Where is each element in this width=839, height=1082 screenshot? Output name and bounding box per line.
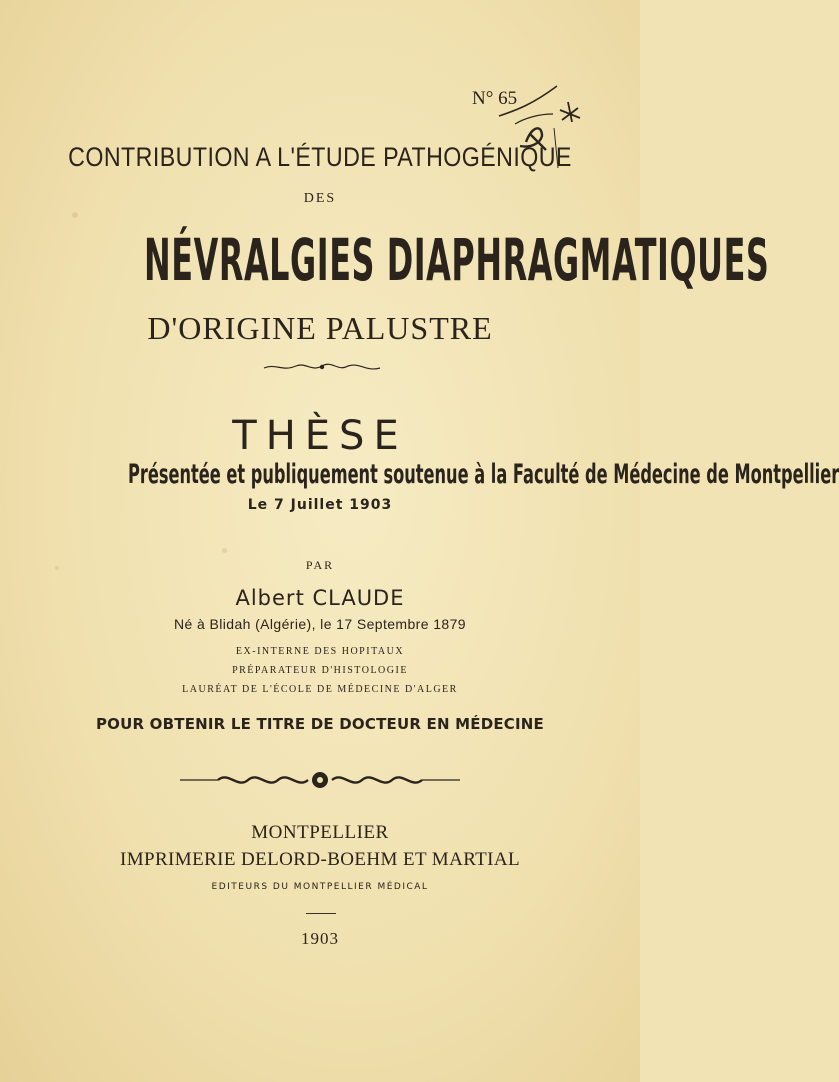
author-title: EX-INTERNE DES HOPITAUX bbox=[235, 646, 405, 657]
des-line: DES bbox=[303, 191, 337, 206]
ornament-band-icon bbox=[178, 769, 462, 791]
ornament-divider-icon bbox=[262, 360, 382, 376]
paper-stain bbox=[222, 548, 227, 553]
printer: IMPRIMERIE DELORD-BOEHM ET MARTIAL bbox=[119, 849, 520, 870]
contribution-line: CONTRIBUTION A L'ÉTUDE PATHOGÉNIQUE bbox=[68, 142, 572, 172]
author-birth: Né à Blidah (Algérie), le 17 Septembre 1879 bbox=[174, 616, 466, 632]
author-title: PRÉPARATEUR D'HISTOLOGIE bbox=[232, 665, 408, 676]
degree-line: POUR OBTENIR LE TITRE DE DOCTEUR EN MÉDECINE bbox=[95, 715, 544, 733]
short-rule bbox=[306, 913, 336, 914]
defense-date: Le 7 Juillet 1903 bbox=[247, 497, 393, 513]
main-title: NÉVRALGIES DIAPHRAGMATIQUES bbox=[144, 226, 770, 294]
these-heading: THÈSE bbox=[232, 413, 408, 459]
paper-stain bbox=[72, 212, 78, 218]
catalog-number-label: N° bbox=[472, 88, 494, 109]
catalog-number-value: 65 bbox=[498, 88, 518, 109]
par-line: PAR bbox=[305, 558, 335, 572]
defense-statement: Présentée et publiquement soutenue à la Faculté de Médecine de Montpellier bbox=[128, 459, 839, 490]
editors-line: EDITEURS DU MONTPELLIER MÉDICAL bbox=[211, 882, 429, 892]
subtitle: D'ORIGINE PALUSTRE bbox=[147, 310, 493, 346]
author-name: Albert CLAUDE bbox=[235, 586, 405, 610]
author-title: LAURÉAT DE L'ÉCOLE DE MÉDECINE D'ALGER bbox=[182, 684, 458, 695]
year: 1903 bbox=[301, 929, 339, 948]
city: MONTPELLIER bbox=[251, 822, 389, 843]
